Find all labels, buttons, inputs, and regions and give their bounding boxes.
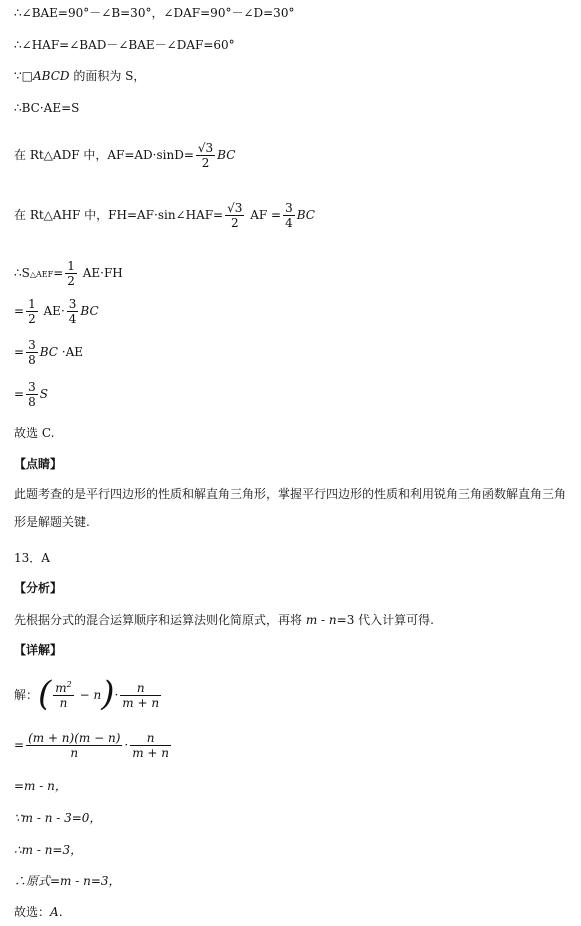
line-step-3: = $\frac{3}{8}$ S	[14, 380, 48, 409]
line-solution-step: = $\frac{(m + n)(m - n)}{n}$ · $\frac{n}{m + n}$	[14, 731, 169, 760]
line-rt-ahf: 在 Rt△AHF 中，FH=AF·sin∠HAF= $\frac{√3}{2}$ AF = $\frac{3}{4}$ BC	[14, 201, 315, 230]
line-area-aef: ∴S△AEF= $\frac{1}{2}$ AE·FH	[14, 259, 123, 288]
heading-detail: 【详解】	[14, 643, 63, 657]
line-therefore: ∴m - n=3，	[14, 843, 83, 857]
line-step-2: = $\frac{3}{8}$ BC ·AE	[14, 338, 83, 367]
line-analysis: 先根据分式的混合运算顺序和运算法则化简原式，再将 m - n=3 代入计算可得.	[14, 613, 434, 627]
question-13-answer: 13．A	[14, 551, 50, 565]
heading-analysis: 【分析】	[14, 581, 63, 595]
line-choose-a: 故选：A.	[14, 905, 63, 919]
line-solution-expr: 解：( $\frac{m^2}{n}$ − n)· $\frac{n}{m + n}$	[14, 673, 160, 714]
line-result: =m - n，	[14, 779, 67, 793]
line-bc-ae: ∴BC·AE=S	[14, 101, 80, 115]
line-choose-c: 故选 C.	[14, 426, 55, 440]
heading-dianjing: 【点睛】	[14, 457, 63, 471]
line-step-1: = $\frac{1}{2}$ AE· $\frac{3}{4}$ BC	[14, 297, 99, 326]
line-given-eq: ∵m - n - 3=0，	[14, 811, 102, 825]
fraction-sqrt3-over-2: $\frac{√3}{2}$	[197, 141, 214, 170]
line-final: ∴原式=m - n=3，	[14, 874, 121, 888]
line-rt-adf: 在 Rt△ADF 中，AF=AD·sinD= $\frac{√3}{2}$ BC	[14, 141, 236, 170]
line-angle-haf: ∴∠HAF=∠BAD－∠BAE－∠DAF=60°	[14, 38, 235, 52]
line-angle-bae: ∴∠BAE=90°－∠B=30°，∠DAF=90°－∠D=30°	[14, 6, 295, 20]
line-area-given: ∵□ABCD 的面积为 S，	[14, 69, 146, 83]
paragraph-comment: 此题考查的是平行四边形的性质和解直角三角形，掌握平行四边形的性质和利用锐角三角函数解直角三角形是解题关键.	[14, 487, 567, 529]
